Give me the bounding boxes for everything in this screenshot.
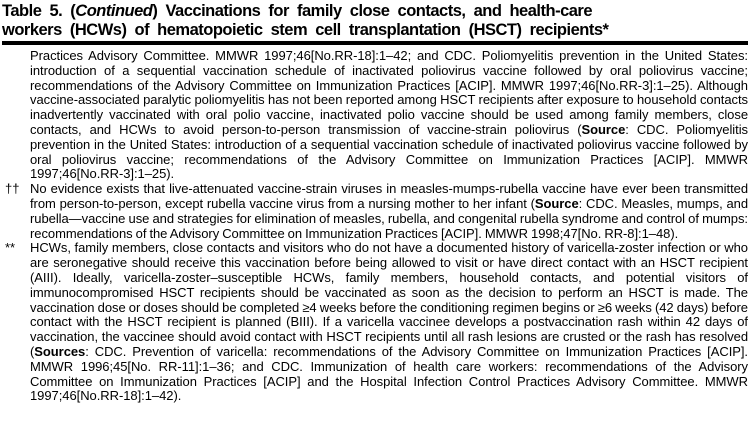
footnote-asterisk-continuation xyxy=(2,49,748,182)
table-title-line-1: Table 5. (Continued) Vaccinations for family close contacts, and health-care xyxy=(2,2,593,20)
footnotes-section xyxy=(2,49,748,404)
footnote-text: HCWs, family members, close contacts and visitors who do not have a documented history of varicella-zoster infection or who are seronegative should receive this vaccination before being allowed to visit or have direct contact with an HSCT recipient (AIII). Ideally, varicella-zoster–susceptible HCWs, family members, household contacts, and potential visitors of immunocompromised HSCT recipients should be vaccinated as soon as the decision to perform an HSCT is made. The vaccination dose or doses should be completed ≥4 weeks before the conditioning regimen begins or ≥6 weeks (42 days) before contact with the HSCT recipient is planned (BIII). If a varicella vaccinee develops a postvaccination rash within 42 days of vaccination, the vaccinee should avoid contact with HSCT recipients until all rash lesions are crusted or the rash has resolved (Sources: CDC. Prevention of varicella: recommendations of the Advisory Committee on Immunization Practices [ACIP]. MMWR 1996;45[No. RR-11]:1–36; and CDC. Immunization of health care workers: recommendations of the Advisory Committee on Immunization Practices [ACIP] and the Hospital Infection Control Practices Advisory Committee. MMWR 1997;46[No.RR-18]:1–42). xyxy=(30,240,748,404)
table-title xyxy=(2,2,748,39)
footnote-marker xyxy=(2,49,30,182)
table-title-line-2: workers (HCWs) of hematopoietic stem cell transplantation (HSCT) recipients* xyxy=(2,20,609,39)
footnote-text: No evidence exists that live-attenuated vaccine-strain viruses in measles-mumps-rubella vaccine have ever been transmitted from person-to-person, except rubella vaccine virus from a nursing mother to her infant (Source: CDC. Measles, mumps, and rubella—vaccine use and strategies for elimination of measles, rubella, and congenital rubella syndrome and control of mumps: recommendations of the Advisory Committee on Immunization Practices [ACIP]. MMWR 1998;47[No. RR-8]:1–48). xyxy=(30,181,748,241)
footnote-double-dagger xyxy=(2,182,748,241)
footnote-marker: ** xyxy=(5,240,16,256)
footnote-text: Practices Advisory Committee. MMWR 1997;46[No.RR-18]:1–42; and CDC. Poliomyelitis prevention in the United States: introduction of a sequential vaccination schedule of inactivated poliovirus vaccine followed by oral poliovirus vaccine; recommendations of the Advisory Committee on Immunization Practices [ACIP]. MMWR 1997;46[No.RR-3]:1–25). Although vaccine-associated paralytic poliomyelitis has not been reported among HSCT recipients after exposure to household contacts inadvertently vaccinated with oral polio vaccine, inactivated polio vaccine should be used among family members, close contacts, and HCWs to avoid person-to-person transmission of vaccine-strain poliovirus (Source: CDC. Poliomyelitis prevention in the United States: introduction of a sequential vaccination schedule of inactivated poliovirus vaccine followed by oral poliovirus vaccine; recommendations of the Advisory Committee on Immunization Practices [ACIP]. MMWR 1997;46[No.RR-3]:1–25). xyxy=(30,48,748,182)
footnote-marker: †† xyxy=(5,181,20,197)
title-divider-rule xyxy=(2,41,748,45)
footnote-double-asterisk xyxy=(2,241,748,404)
